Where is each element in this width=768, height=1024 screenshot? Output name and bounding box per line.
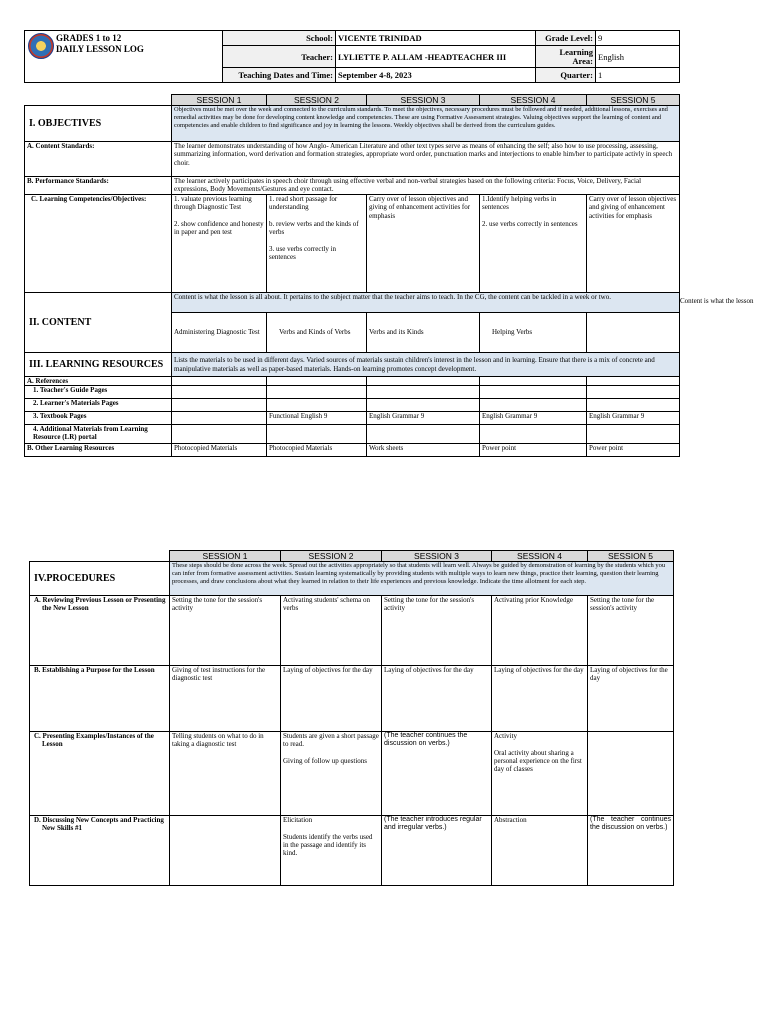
performance-standards-text: The learner actively participates in speech choir through using effective verbal and non-verbal strategies based on the following criteria: Focus, Voice, Delivery, Facial expressions, Body Movements/Gestures and eye contact. xyxy=(172,177,680,195)
session-header: SESSION 5 xyxy=(587,95,680,106)
competency-cell: 1. valuate previous learning through Diagnostic Test 2. show confidence and honesty in paper and pen test xyxy=(172,195,267,293)
dates-value: September 4-8, 2023 xyxy=(336,68,536,83)
textbook-cell: English Grammar 9 xyxy=(480,412,587,425)
other-resource-cell: Photocopied Materials xyxy=(172,444,267,457)
procedure-d-cell: Elicitation Students identify the verbs used in the passage and identify its kind. xyxy=(281,816,382,886)
session-header: SESSION 5 xyxy=(588,551,674,562)
procedures-title: IV.PROCEDURES xyxy=(30,562,170,596)
content-title: II. CONTENT xyxy=(25,293,172,353)
dates-label: Teaching Dates and Time: xyxy=(223,68,336,83)
session-header: SESSION 1 xyxy=(172,95,267,106)
procedure-c-cell xyxy=(588,732,674,816)
procedure-d-label: D. Discussing New Concepts and Practicing New Skills #1 xyxy=(30,816,170,886)
learners-materials-label: 2. Learner's Materials Pages xyxy=(25,399,172,412)
school-label: School: xyxy=(223,31,336,46)
quarter-value: 1 xyxy=(596,68,680,83)
competency-cell: Carry over of lesson objectives and giving of enhancement activities for emphasis xyxy=(587,195,680,293)
other-resource-cell: Power point xyxy=(587,444,680,457)
session-header-row xyxy=(30,551,674,562)
session-header: SESSION 2 xyxy=(281,551,382,562)
quarter-label: Quarter: xyxy=(536,68,596,83)
content-item: Administering Diagnostic Test xyxy=(172,313,267,353)
content-item xyxy=(587,313,680,353)
competencies-label: C. Learning Competencies/Objectives: xyxy=(25,195,172,293)
grade-label: Grade Level: xyxy=(536,31,596,46)
teachers-guide-label: 1. Teacher's Guide Pages xyxy=(25,386,172,399)
competency-cell: 1.Identify helping verbs in sentences 2. use verbs correctly in sentences xyxy=(480,195,587,293)
content-standards-label: A. Content Standards: xyxy=(25,142,172,177)
teacher-label: Teacher: xyxy=(223,46,336,68)
resources-description: Lists the materials to be used in different days. Varied sources of materials sustain children's interest in the lesson and in learning. Ensure that there is a mix of concrete and manipulative materials as well as paper-based materials. Hands-on learning promotes concept development. xyxy=(172,353,680,377)
references-label: A. References xyxy=(25,377,172,386)
textbook-cell: Functional English 9 xyxy=(267,412,367,425)
area-label: Learning Area: xyxy=(536,46,596,68)
additional-materials-label: 4. Additional Materials from Learning Resource (LR) portal xyxy=(25,425,172,444)
procedure-b-cell: Laying of objectives for the day xyxy=(382,666,492,732)
title-line2: DAILY LESSON LOG xyxy=(56,44,144,54)
procedure-a-cell: Activating students' schema on verbs xyxy=(281,596,382,666)
procedure-c-cell: Activity Oral activity about sharing a personal experience on the first day of classes xyxy=(492,732,588,816)
procedure-c-label: C. Presenting Examples/Instances of the Lesson xyxy=(30,732,170,816)
content-item: Helping Verbs xyxy=(480,313,587,353)
procedure-c-cell: (The teacher continues the discussion on verbs.) xyxy=(382,732,492,816)
performance-standards-label: B. Performance Standards: xyxy=(25,177,172,195)
title-line1: GRADES 1 to 12 xyxy=(56,33,122,43)
textbook-cell: English Grammar 9 xyxy=(367,412,480,425)
session-header: SESSION 1 xyxy=(170,551,281,562)
other-resources-label: B. Other Learning Resources xyxy=(25,444,172,457)
content-description: Content is what the lesson is all about. It pertains to the subject matter that the teacher aims to teach. In the CG, the content can be tackled in a week or two. xyxy=(172,293,680,313)
objectives-title: I. OBJECTIVES xyxy=(25,106,172,142)
procedure-d-cell: Abstraction xyxy=(492,816,588,886)
procedure-a-cell: Activating prior Knowledge xyxy=(492,596,588,666)
session-header: SESSION 3 xyxy=(382,551,492,562)
procedure-b-cell: Giving of test instructions for the diagnostic test xyxy=(170,666,281,732)
textbook-label: 3. Textbook Pages xyxy=(25,412,172,425)
procedure-a-cell: Setting the tone for the session's activity xyxy=(170,596,281,666)
content-item: Verbs and Kinds of Verbs xyxy=(267,313,367,353)
session-header: SESSION 3 xyxy=(367,95,480,106)
content-overflow-text: Content is what the lesson xyxy=(680,297,754,305)
procedure-a-cell: Setting the tone for the session's activity xyxy=(588,596,674,666)
session-header: SESSION 2 xyxy=(267,95,367,106)
competency-cell: 1. read short passage for understanding b. review verbs and the kinds of verbs 3. use verbs correctly in sentences xyxy=(267,195,367,293)
teacher-value: LYLIETTE P. ALLAM -HEADTEACHER III xyxy=(336,46,536,68)
session-header-row xyxy=(25,95,680,106)
procedure-b-cell: Laying of objectives for the day xyxy=(281,666,382,732)
textbook-cell xyxy=(172,412,267,425)
procedure-a-cell: Setting the tone for the session's activity xyxy=(382,596,492,666)
objectives-description: Objectives must be met over the week and connected to the curriculum standards. To meet the objectives, necessary procedures must be followed and if needed, additional lessons, exercises and remedial activities may be done for developing content knowledge and competencies. These are using Formative Assessment strategies. Valuing objectives support the learning of content and competencies and enable children to find significance and joy in learning the lessons. Weekly objectives shall be derived from the curriculum guides. xyxy=(172,106,680,142)
textbook-cell: English Grammar 9 xyxy=(587,412,680,425)
procedure-b-cell: Laying of objectives for the day xyxy=(588,666,674,732)
header-table xyxy=(24,30,680,83)
procedure-b-cell: Laying of objectives for the day xyxy=(492,666,588,732)
lesson-log-table-1 xyxy=(24,94,680,457)
lesson-log-table-2 xyxy=(29,550,674,886)
resources-title: III. LEARNING RESOURCES xyxy=(25,353,172,377)
session-header: SESSION 4 xyxy=(480,95,587,106)
procedure-d-cell: (The teacher introduces regular and irregular verbs.) xyxy=(382,816,492,886)
procedure-a-label: A. Reviewing Previous Lesson or Presenting the New Lesson xyxy=(30,596,170,666)
other-resource-cell: Work sheets xyxy=(367,444,480,457)
grade-value: 9 xyxy=(596,31,680,46)
other-resource-cell: Power point xyxy=(480,444,587,457)
school-value: VICENTE TRINIDAD xyxy=(336,31,536,46)
procedure-c-cell: Students are given a short passage to read. Giving of follow up questions xyxy=(281,732,382,816)
area-value: English xyxy=(596,46,680,68)
procedures-description: These steps should be done across the week. Spread out the activities appropriately so that students will learn well. Always be guided by demonstration of learning by the students which you can infer from formative assessment activities. Sustain learning systematically by providing students with multiple ways to learn new things, practice their learning, question their learning processes, and draw conclusions about what they learned in relation to their life experiences and previous knowledge. Indicate the time allotment for each step. xyxy=(170,562,674,596)
content-standards-text: The learner demonstrates understanding of how Anglo- American Literature and other text types serve as means of enhancing the self; also how to use processing, assessing, summarizing information, word derivation and formation strategies, appropriate word order, punctuation marks and interjections to enable him/her to participate activly in speech choir. xyxy=(172,142,680,177)
competency-cell: Carry over of lesson objectives and giving of enhancement activities for emphasis xyxy=(367,195,480,293)
procedure-c-cell: Telling students on what to do in taking a diagnostic test xyxy=(170,732,281,816)
session-header: SESSION 4 xyxy=(492,551,588,562)
procedure-d-cell xyxy=(170,816,281,886)
content-item: Verbs and its Kinds xyxy=(367,313,480,353)
header-title-cell xyxy=(25,31,223,83)
procedure-d-cell: (The teacher continues the discussion on verbs.) xyxy=(588,816,674,886)
procedure-b-label: B. Establishing a Purpose for the Lesson xyxy=(30,666,170,732)
deped-seal-icon xyxy=(28,33,54,59)
other-resource-cell: Photocopied Materials xyxy=(267,444,367,457)
